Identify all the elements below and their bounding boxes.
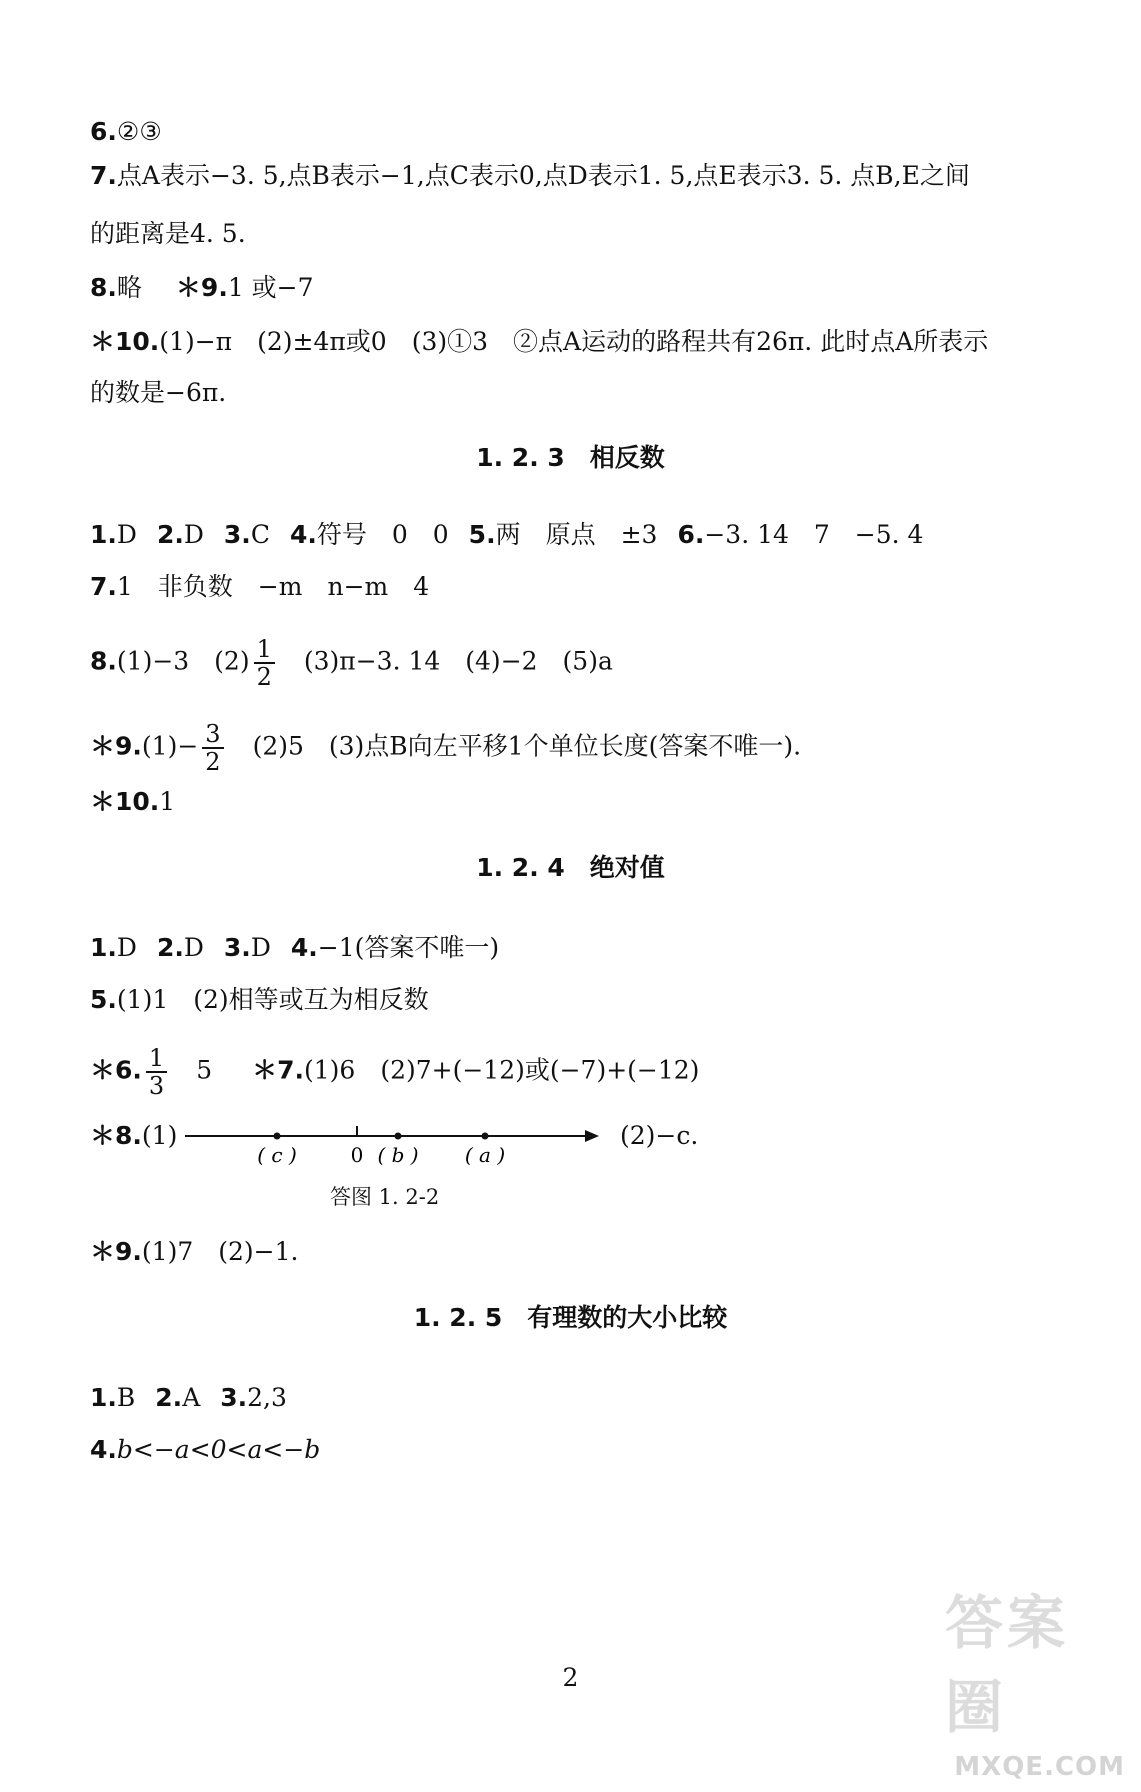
point-a [482,1133,489,1140]
answer-10-continued: 的数是−6π. [90,378,227,407]
fraction-one-third: $\frac{1}{3}$ [146,1045,167,1099]
answer-8-9: 8.略 ＊9.1 或−7 [90,273,314,302]
sec124-answer-6-7: ＊6. $\frac{1}{3}$ 5 ＊7.(1)6 (2)7+(−12)或(−7)+(−12) [90,1044,700,1100]
sec125-answers-1-3: 1.B 2.A 3.2,3 [90,1383,287,1412]
sec125-answer-4: 4.b<−a<0<a<−b [90,1435,321,1464]
sec123-answer-10: ＊10.1 [90,787,176,816]
label-b: ( b ) [377,1143,419,1167]
section-title-1-2-3: 1. 2. 3 相反数 [476,443,665,472]
fraction-three-halves: $\frac{3}{2}$ [202,721,223,775]
watermark [945,1589,1135,1788]
sec123-answers-1-6: 1.D 2.D 3.C 4.符号 0 0 5.两 原点 ±3 6.−3. 14 7 −5. 4 [90,520,924,549]
label-zero: 0 [350,1143,364,1167]
number-line-diagram [185,1108,615,1168]
sec123-answer-7: 7.1 非负数 −m n−m 4 [90,572,430,601]
sec123-answer-8: 8.(1)−3 (2) $\frac{1}{2}$ (3)π−3. 14 (4)−2 (5)a [90,635,613,691]
sec124-answers-1-4: 1.D 2.D 3.D 4.−1(答案不唯一) [90,933,500,962]
figure-caption: 答图 1. 2-2 [330,1185,440,1209]
label-c: ( c ) [257,1143,297,1167]
section-title-1-2-4: 1. 2. 4 绝对值 [476,853,665,882]
point-b [395,1133,402,1140]
page-number: 2 [562,1663,579,1692]
point-c [274,1133,281,1140]
number-line-arrow [585,1130,599,1142]
answer-7: 7.点A表示−3. 5,点B表示−1,点C表示0,点D表示1. 5,点E表示3. 5. 点B,E之间 [90,161,970,190]
section-title-1-2-5: 1. 2. 5 有理数的大小比较 [413,1303,728,1332]
answer-6: 6.②③ [90,117,162,146]
answer-7-continued: 的距离是4. 5. [90,219,246,248]
answer-10: ＊10.(1)−π (2)±4π或0 (3)①3 ②点A运动的路程共有26π. 此时点A所表示 [90,327,989,356]
watermark-site: MXQE.COM [954,1752,1125,1782]
sec124-answer-5: 5.(1)1 (2)相等或互为相反数 [90,985,429,1014]
sec124-answer-9: ＊9.(1)7 (2)−1. [90,1237,299,1266]
sec124-answer-8-part2: (2)−c. [620,1121,699,1150]
sec123-answer-9: ＊9.(1)− $\frac{3}{2}$ (2)5 (3)点B向左平移1个单位长度(答案不唯一). [90,720,802,776]
fraction-one-half: $\frac{1}{2}$ [254,636,275,690]
sec124-answer-8-label: ＊8.(1) [90,1121,178,1150]
label-a: ( a ) [464,1143,506,1167]
watermark-logo: 答案圈 [945,1589,1070,1741]
